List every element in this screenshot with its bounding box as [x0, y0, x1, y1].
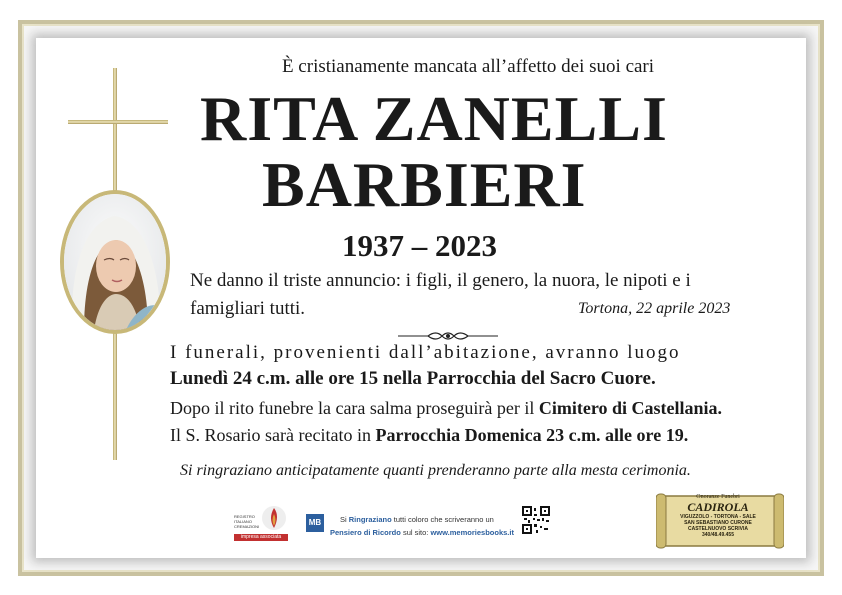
madonna-portrait — [60, 190, 170, 334]
funeral-home-town3: CASTELNUOVO SCRIVIA — [687, 526, 748, 532]
memories-link[interactable]: www.memoriesbooks.it — [430, 528, 514, 537]
deceased-name-line2: BARBIERI — [262, 149, 587, 220]
funeral-home-label: Onoranze Funebri — [696, 494, 740, 500]
funeral-home-name: CADIROLA — [687, 500, 749, 514]
association-text: REGISTRO ITALIANO CREMAZIONI — [234, 514, 260, 529]
deceased-name-line1: RITA ZANELLI — [200, 83, 668, 154]
funeral-line2: Lunedì 24 c.m. alle ore 15 nella Parrocchia del Sacro Cuore. — [170, 368, 656, 389]
funeral-home-towns: VIGUZZOLO - TORTONA - SALE — [680, 514, 756, 520]
thanks-line: Si ringraziano anticipatamente quanti prenderanno parte alla mesta cerimonia. — [180, 462, 691, 479]
funeral-line3: Dopo il rito funebre la cara salma proseguirà per il Cimitero di Castellania. — [170, 398, 723, 418]
cemetery-name: Cimitero di Castellania. — [538, 398, 723, 418]
announcement-line2: famigliari tutti. — [190, 298, 306, 319]
funeral-home-town2: SAN SEBASTIANO CURONE — [684, 520, 752, 526]
association-badge: impresa associata — [234, 534, 288, 541]
qr-code-icon[interactable] — [522, 506, 550, 534]
announcement-line1: Ne danno il triste annuncio: i figli, il genero, la nuora, le nipoti e i — [190, 270, 691, 291]
place-date: Tortona, 22 aprile 2023 — [578, 300, 731, 317]
memories-line1: Si Ringraziano tutti coloro che scriveranno un — [340, 515, 494, 524]
intro-line: È cristianamente mancata all’affetto dei suoi cari — [281, 56, 655, 77]
cross-bar — [68, 120, 168, 124]
funeral-home-phone: 340/48.49.455 — [702, 532, 734, 538]
funeral-line1: I funerali, provenienti dall’abitazione, avranno luogo — [170, 342, 681, 363]
rosary-line: Il S. Rosario sarà recitato in Parrocchia Domenica 23 c.m. alle ore 19. — [170, 425, 689, 445]
memories-line2: Pensiero di Ricordo sul sito: www.memoriesbooks.it — [330, 528, 514, 537]
rosary-details: Parrocchia Domenica 23 c.m. alle ore 19. — [375, 425, 689, 445]
life-years: 1937 – 2023 — [342, 228, 497, 263]
memoriesbooks-icon: MB — [306, 514, 324, 532]
